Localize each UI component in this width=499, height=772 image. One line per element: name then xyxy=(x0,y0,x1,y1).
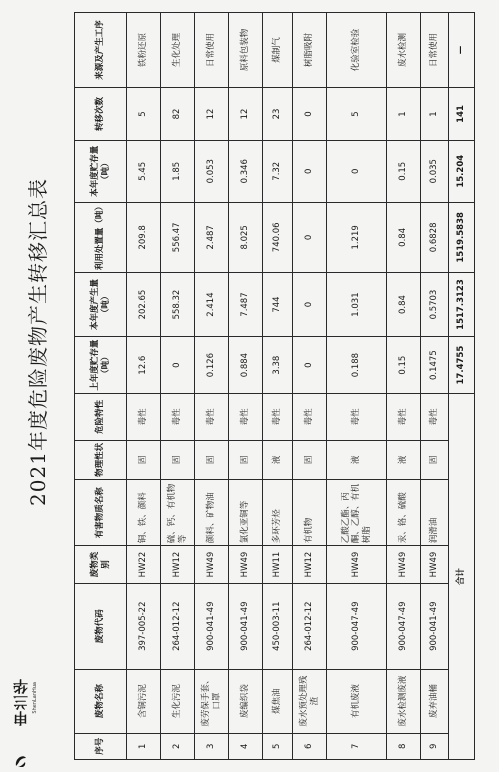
table-cell: 3.38 xyxy=(263,336,293,393)
table-cell: 2 xyxy=(161,733,195,759)
table-cell: HW11 xyxy=(263,546,293,583)
header-cell: 本年度贮存量（吨） xyxy=(75,140,127,202)
company-logo xyxy=(6,678,46,770)
table-cell: 煤制气 xyxy=(263,13,293,88)
table-cell: 900-041-49 xyxy=(195,583,229,669)
table-cell: 0 xyxy=(293,273,327,337)
table-cell: 900-047-49 xyxy=(327,583,387,669)
table-cell: 生化处理 xyxy=(161,13,195,88)
table-cell: 0 xyxy=(161,336,195,393)
table-row xyxy=(421,13,449,760)
table-cell: 9 xyxy=(421,733,449,759)
table-cell: 0.84 xyxy=(387,202,421,273)
table-cell: 毒性 xyxy=(195,394,229,440)
total-source: — xyxy=(449,13,475,88)
table-cell: 乙酸乙酯、丙酮、乙醇、有机树脂 xyxy=(327,480,387,546)
header-cell: 物理性状 xyxy=(75,440,127,480)
logo-text: 申兰华 xyxy=(12,678,30,726)
table-cell: 生化污泥 xyxy=(161,669,195,733)
table-cell: HW49 xyxy=(387,546,421,583)
table-cell: 毒性 xyxy=(127,394,161,440)
table-cell: 日常使用 xyxy=(195,13,229,88)
table-cell: 3 xyxy=(195,733,229,759)
header-cell: 本年度产生量（吨） xyxy=(75,273,127,337)
table-cell: 0.053 xyxy=(195,140,229,202)
table-cell: 树脂吸附 xyxy=(293,13,327,88)
table-cell: 液 xyxy=(387,440,421,480)
table-cell: 铁粉还原 xyxy=(127,13,161,88)
header-cell: 转移次数 xyxy=(75,88,127,141)
header-cell: 有害物质名称 xyxy=(75,480,127,546)
table-cell: 2.414 xyxy=(195,273,229,337)
logo-mark-icon xyxy=(14,754,28,768)
header-cell: 利用处置量（吨） xyxy=(75,202,127,273)
table-cell: 740.06 xyxy=(263,202,293,273)
table-cell: 82 xyxy=(161,88,195,141)
table-cell: 废水检测废液 xyxy=(387,669,421,733)
table-cell: 8 xyxy=(387,733,421,759)
table-cell: 毒性 xyxy=(421,394,449,440)
table-cell: 固 xyxy=(127,440,161,480)
table-cell: 264-012-12 xyxy=(293,583,327,669)
table-cell: 1.031 xyxy=(327,273,387,337)
table-cell: 12 xyxy=(195,88,229,141)
table-cell: 202.65 xyxy=(127,273,161,337)
header-cell: 废物代码 xyxy=(75,583,127,669)
table-row xyxy=(127,13,161,760)
table-cell: 多环芳烃 xyxy=(263,480,293,546)
table-cell: 废水检测 xyxy=(387,13,421,88)
table-cell: 900-041-49 xyxy=(421,583,449,669)
table-cell: 264-012-12 xyxy=(161,583,195,669)
table-cell: 0.1475 xyxy=(421,336,449,393)
table-cell: 0.84 xyxy=(387,273,421,337)
table-cell: 毒性 xyxy=(327,394,387,440)
logo-subtext: ShenLanHua xyxy=(32,682,38,714)
table-cell: 1.85 xyxy=(161,140,195,202)
table-cell: 7 xyxy=(327,733,387,759)
table-cell: 煤焦油 xyxy=(263,669,293,733)
table-cell: 毒性 xyxy=(229,394,263,440)
table-cell: 5 xyxy=(327,88,387,141)
page-title: 2021年度危险废物产生转移汇总表 xyxy=(26,178,50,506)
table-cell: 铜、铁、颜料 xyxy=(127,480,161,546)
table-cell: 12 xyxy=(229,88,263,141)
table-cell: 0.035 xyxy=(421,140,449,202)
table-cell: HW12 xyxy=(293,546,327,583)
table-header-row xyxy=(75,13,127,760)
table-cell: 5 xyxy=(127,88,161,141)
header-cell: 危险特性 xyxy=(75,394,127,440)
table-cell: HW12 xyxy=(161,546,195,583)
total-disposed: 1519.5838 xyxy=(449,202,475,273)
table-cell: 废弃油桶 xyxy=(421,669,449,733)
table-cell: 1 xyxy=(421,88,449,141)
table-cell: 450-003-11 xyxy=(263,583,293,669)
table-cell: 硫、钙、有机物等 xyxy=(161,480,195,546)
table-cell: 液 xyxy=(327,440,387,480)
table-cell: 固 xyxy=(161,440,195,480)
table-cell: HW49 xyxy=(421,546,449,583)
table-cell: 日常使用 xyxy=(421,13,449,88)
table-row xyxy=(195,13,229,760)
table-cell: 液 xyxy=(263,440,293,480)
table-cell: 23 xyxy=(263,88,293,141)
table-cell: 毒性 xyxy=(293,394,327,440)
table-cell: 0 xyxy=(293,202,327,273)
table-row xyxy=(387,13,421,760)
total-transfers: 141 xyxy=(449,88,475,141)
table-cell: 5 xyxy=(263,733,293,759)
table-cell: 废编织袋 xyxy=(229,669,263,733)
table-cell: 固 xyxy=(293,440,327,480)
waste-summary-table xyxy=(74,12,475,760)
table-cell: 1.219 xyxy=(327,202,387,273)
table-cell: 废水预处理残渣 xyxy=(293,669,327,733)
table-cell: 0.5703 xyxy=(421,273,449,337)
table-cell: 0.126 xyxy=(195,336,229,393)
header-cell: 来源及产生工序 xyxy=(75,13,127,88)
table-cell: 1 xyxy=(387,88,421,141)
table-cell: 化验室检验 xyxy=(327,13,387,88)
table-cell: 558.32 xyxy=(161,273,195,337)
table-cell: 7.487 xyxy=(229,273,263,337)
table-cell: 0 xyxy=(293,88,327,141)
table-cell: 6 xyxy=(293,733,327,759)
table-cell: 汞、铬、硫酸 xyxy=(387,480,421,546)
table-cell: 废劳保手套、口罩 xyxy=(195,669,229,733)
table-cell: 润滑油 xyxy=(421,480,449,546)
table-cell: 1 xyxy=(127,733,161,759)
table-row xyxy=(161,13,195,760)
total-label: 合计 xyxy=(449,394,475,760)
table-cell: 毒性 xyxy=(161,394,195,440)
table-cell: HW49 xyxy=(229,546,263,583)
header-cell: 序号 xyxy=(75,733,127,759)
table-cell: 固 xyxy=(229,440,263,480)
table-cell: 4 xyxy=(229,733,263,759)
header-cell: 上年度贮存量（吨） xyxy=(75,336,127,393)
total-prev-storage: 17.4755 xyxy=(449,336,475,393)
table-cell: 7.32 xyxy=(263,140,293,202)
table-cell: 原料包装物 xyxy=(229,13,263,88)
table-cell: 900-041-49 xyxy=(229,583,263,669)
table-cell: 744 xyxy=(263,273,293,337)
table-cell: 0 xyxy=(293,336,327,393)
table-cell: 0.6828 xyxy=(421,202,449,273)
table-cell: 5.45 xyxy=(127,140,161,202)
header-cell: 废物类别 xyxy=(75,546,127,583)
table-cell: HW22 xyxy=(127,546,161,583)
table-body xyxy=(127,13,475,760)
table-cell: 毒性 xyxy=(387,394,421,440)
table-row xyxy=(293,13,327,760)
table-cell: 有机废液 xyxy=(327,669,387,733)
table-cell: 12.6 xyxy=(127,336,161,393)
table-cell: 0.15 xyxy=(387,140,421,202)
table-row xyxy=(327,13,387,760)
table-cell: 毒性 xyxy=(263,394,293,440)
table-cell: 固 xyxy=(195,440,229,480)
table-cell: 颜料、矿物油 xyxy=(195,480,229,546)
table-row xyxy=(229,13,263,760)
total-storage: 15.204 xyxy=(449,140,475,202)
table-cell: 0.15 xyxy=(387,336,421,393)
table-cell: HW49 xyxy=(195,546,229,583)
table-cell: 209.8 xyxy=(127,202,161,273)
table-cell: 固 xyxy=(421,440,449,480)
table-cell: 0 xyxy=(327,140,387,202)
table-cell: 397-005-22 xyxy=(127,583,161,669)
table-cell: HW49 xyxy=(327,546,387,583)
total-generated: 1517.3123 xyxy=(449,273,475,337)
table-cell: 0.188 xyxy=(327,336,387,393)
table-cell: 有机物 xyxy=(293,480,327,546)
table-cell: 2.487 xyxy=(195,202,229,273)
table-cell: 0.884 xyxy=(229,336,263,393)
table-cell: 556.47 xyxy=(161,202,195,273)
table-cell: 0 xyxy=(293,140,327,202)
table-cell: 含铜污泥 xyxy=(127,669,161,733)
table-total-row xyxy=(449,13,475,760)
table-row xyxy=(263,13,293,760)
table-cell: 8.025 xyxy=(229,202,263,273)
table-cell: 0.346 xyxy=(229,140,263,202)
header-cell: 废物名称 xyxy=(75,669,127,733)
table-cell: 900-047-49 xyxy=(387,583,421,669)
table-cell: 氯化亚铜等 xyxy=(229,480,263,546)
